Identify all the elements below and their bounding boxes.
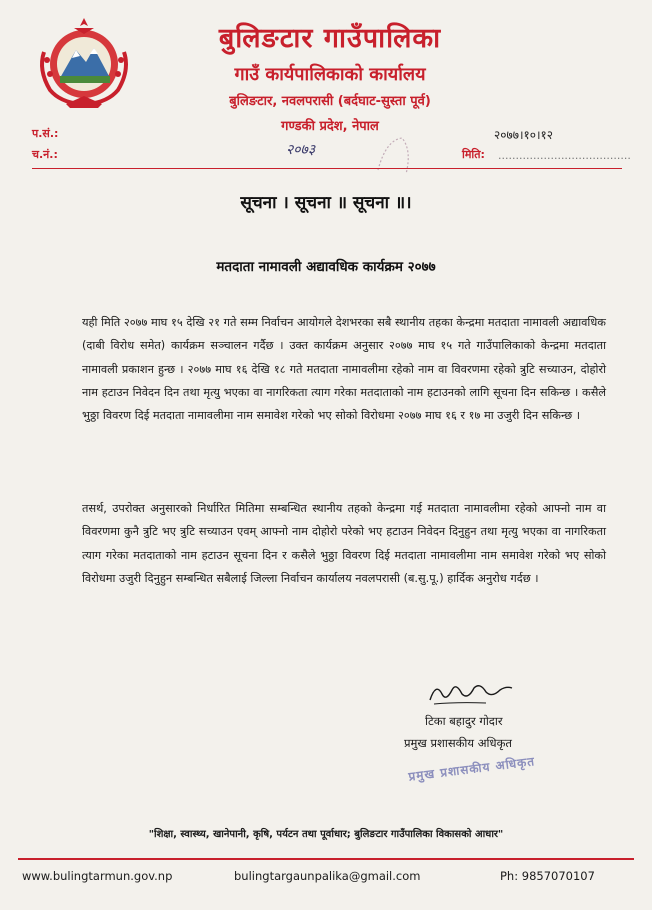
body-paragraph-2: तसर्थ, उपरोक्त अनुसारको निर्धारित मितिमा सम्बन्धित स्थानीय तहको केन्द्रमा गई मतदाता नामावलीमा रहेको आफ्नो नाम वा विवरणमा कुनै त्रुटि भए त्रुटि सच्याउन एवम् आफ्नो नाम दोहोरो परेको भए हटाउन निवेदन दिनुहुन तथा मृत्यु भएका वा नागरिकता त्याग गरेका मतदाताको नाम हटाउन सूचना दिन र कसैले भुठ्ठा विवरण दिई मतदाता नामावलीमा नाम समावेश गरेको भए सोको विरोधमा उजुरी दिनुहुन सम्बन्धित सबैलाई जिल्ला निर्वाचन कार्यालय नवलपरासी (ब.सु.पू.) हार्दिक अनुरोध गर्दछ । [82,502,606,585]
subject-heading: मतदाता नामावली अद्यावधिक कार्यक्रम २०७७ [216,259,436,275]
faint-stamp-mark-icon [372,130,416,180]
signatory-name: टिका बहादुर गोदार [425,714,503,728]
header-divider [32,168,622,169]
footer-email: bulingtargaunpalika@gmail.com [234,869,421,883]
province-name: गण्डकी प्रदेश, नेपाल [281,119,379,134]
nepal-government-emblem-icon [30,12,138,112]
footer-phone: Ph: 9857070107 [500,869,595,883]
date-label: मिति: [462,148,485,161]
dispatch-number-label: च.नं.: [32,148,58,161]
office-name: गाउँ कार्यपालिकाको कार्यालय [234,64,426,85]
ref-number-label: प.सं.: [32,127,59,140]
date-blank-line: ...................................... [498,149,631,162]
municipality-name: बुलिङटार गाउँपालिका [218,23,442,54]
signature-scribble-icon [426,672,516,708]
footer-divider [18,858,634,860]
notice-heading: सूचना । सूचना ॥ सूचना ॥। [240,193,412,213]
signatory-title: प्रमुख प्रशासकीय अधिकृत [404,736,512,750]
office-address: बुलिङटार, नवलपरासी (बर्दघाट-सुस्ता पूर्व) [229,94,431,109]
body-paragraph-1: यही मिति २०७७ माघ १५ देखि २१ गते सम्म निर्वाचन आयोगले देशभरका सबै स्थानीय तहका केन्द्रमा मतदाता नामावली अद्यावधिक (दाबी विरोध समेत) कार्यक्रम सञ्चालन गर्दैछ । उक्त कार्यक्रम अनुसार २०७७ माघ १५ गते गाउँपालिकाको केन्द्रमा मतदाता नामावली प्रकाशन हुन्छ । २०७७ माघ १६ देखि १८ गते मतदाता नामावलीमा रहेको नाम वा विवरणमा रहेको त्रुटि सच्याउन, दोहोरो नाम हटाउन निवेदन दिन तथा मृत्यु भएका वा नागरिकता त्याग गरेका मतदाताको नाम हटाउनको लागि सूचना दिन सकिन्छ । कसैले भुठ्ठा विवरण दिई मतदाता नामावलीमा नाम समावेश गरेको भए सोको विरोधमा २०७७ माघ १६ र १७ मा उजुरी दिन सकिन्छ । [82,316,606,423]
handwritten-dispatch-number: २०७३ [286,142,316,158]
footer-website: www.bulingtarmun.gov.np [22,869,173,883]
official-stamp: प्रमुख प्रशासकीय अधिकृत [407,754,536,784]
date-value: २०७७।१०।१२ [494,128,554,142]
municipality-slogan: "शिक्षा, स्वास्थ्य, खानेपानी, कृषि, पर्यटन तथा पूर्वाधार; बुलिङटार गाउँपालिका विकासको आधार" [148,829,504,840]
